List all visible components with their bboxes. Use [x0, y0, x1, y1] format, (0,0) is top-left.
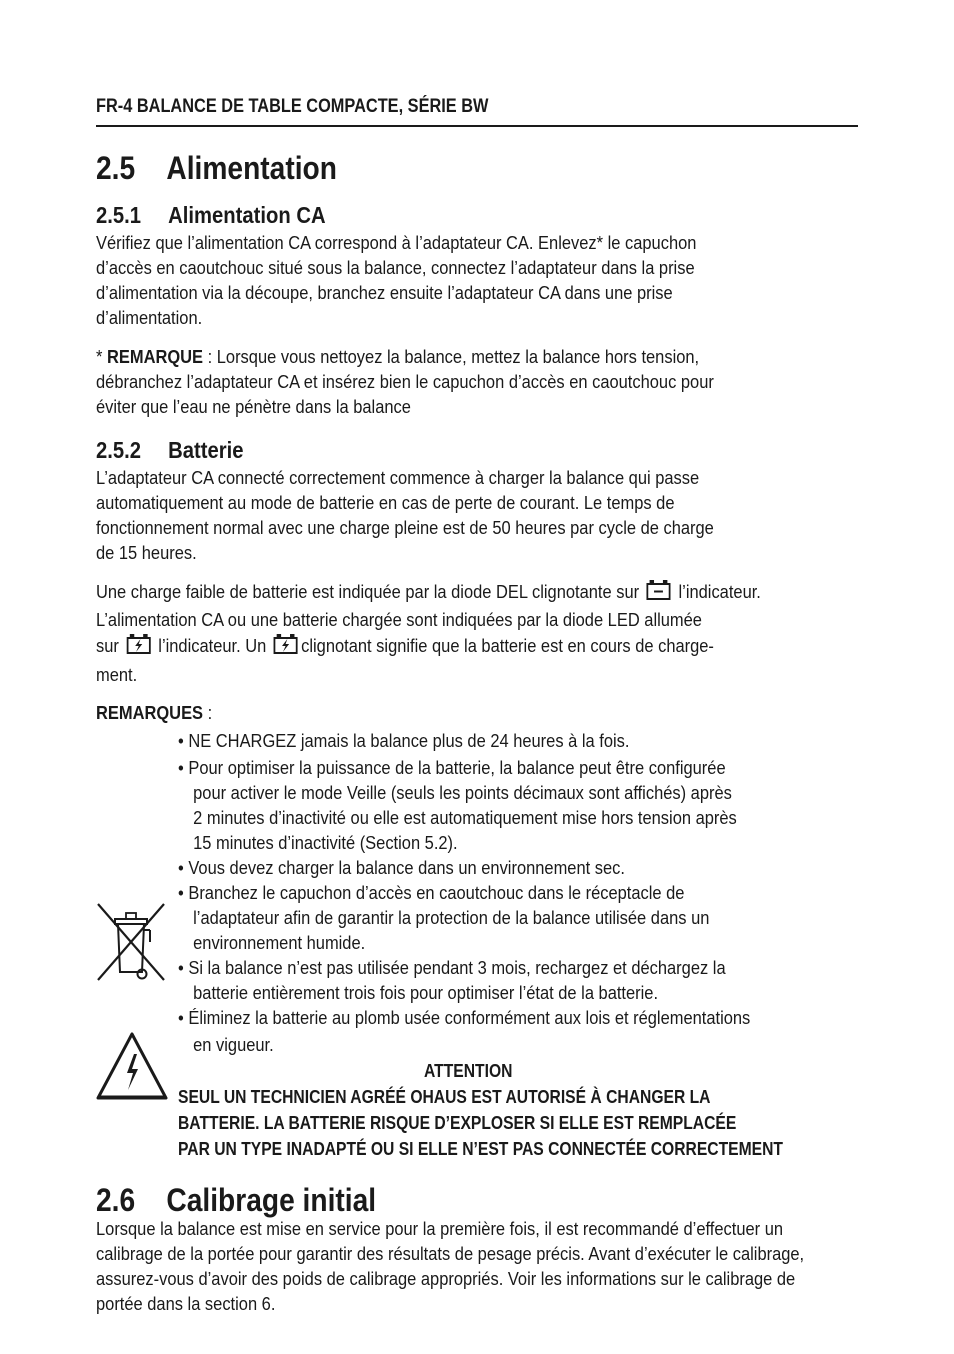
- text-span: l’indicateur.: [673, 581, 761, 602]
- text-span: l’indicateur. Un: [153, 635, 267, 656]
- text-span: batterie entièrement trois fois pour optimiser l’état de la batterie.: [193, 982, 659, 1003]
- subsection-title: Batterie: [168, 437, 244, 463]
- warning-line: SEUL UN TECHNICIEN AGRÉÉ OHAUS EST AUTORISÉ À CHANGER LA: [178, 1087, 711, 1107]
- text-span: l’adaptateur afin de garantir la protection de la balance utilisée dans un: [193, 907, 710, 928]
- note-line: débranchez l’adaptateur CA et insérez bien le capuchon d’accès en caoutchouc pour: [96, 371, 714, 392]
- running-header: [96, 96, 552, 118]
- text-line: Vérifiez que l’alimentation CA correspond à l’adaptateur CA. Enlevez* le capuchon: [96, 232, 697, 253]
- text-span: :: [203, 702, 213, 723]
- text-line: L’alimentation CA ou une batterie chargée sont indiquées par la diode LED allumée: [96, 609, 702, 630]
- section-heading-2-6: [96, 1182, 376, 1218]
- subsection-number: 2.5.1: [96, 202, 142, 228]
- text-span: clignotant signifie que la batterie est en cours de charge-: [301, 635, 714, 656]
- text-span: • Éliminez la batterie au plomb usée conformément aux lois et réglementations: [178, 1007, 751, 1028]
- text-span: sur: [96, 635, 119, 656]
- subsection-number: 2.5.2: [96, 437, 142, 463]
- text-span: 15 minutes d’inactivité (Section 5.2).: [193, 832, 458, 853]
- text-span: • Branchez le capuchon d’accès en caoutchouc dans le réceptacle de: [178, 882, 685, 903]
- running-title: FR-4 BALANCE DE TABLE COMPACTE, SÉRIE BW: [96, 96, 489, 117]
- electric-hazard-icon: [96, 1030, 168, 1107]
- note-prefix: *: [96, 346, 107, 367]
- note-line: [96, 344, 861, 369]
- text-line: automatiquement au mode de batterie en cas de perte de courant. Le temps de: [96, 492, 675, 513]
- header-rule: [96, 125, 858, 127]
- section-number: 2.6: [96, 1182, 136, 1218]
- subsection-heading-2-5-1: [96, 202, 326, 228]
- list-item: [178, 880, 854, 955]
- note-ac-power: [96, 344, 954, 419]
- subsection-heading-2-5-2: [96, 437, 244, 463]
- text-line: ment.: [96, 664, 138, 685]
- text-span: environnement humide.: [193, 932, 366, 953]
- text-line: d’accès en caoutchouc situé sous la balance, connectez l’adaptateur dans la prise: [96, 257, 695, 278]
- warning-line: BATTERIE. LA BATTERIE RISQUE D’EXPLOSER SI ELLE EST REMPLACÉE: [178, 1113, 737, 1133]
- section-title: Alimentation: [166, 150, 337, 186]
- weee-bin-icon: [96, 902, 166, 987]
- list-item: [178, 855, 854, 880]
- section-title: Calibrage initial: [166, 1182, 377, 1218]
- list-item: [178, 728, 854, 753]
- text-span: • Pour optimiser la puissance de la batterie, la balance peut être configurée: [178, 757, 726, 778]
- text-line: d’alimentation.: [96, 307, 203, 328]
- paragraph-battery-indicator: [96, 579, 954, 687]
- notes-label-line: [96, 700, 861, 725]
- text-line: [96, 579, 861, 607]
- paragraph-ac-power: [96, 230, 954, 330]
- text-line: L’adaptateur CA connecté correctement commence à charger la balance qui passe: [96, 467, 700, 488]
- text-span: en vigueur.: [193, 1034, 274, 1055]
- text-line: calibrage de la portée pour garantir des résultats de pesage précis. Avant d’exécuter le calibrage,: [96, 1243, 805, 1264]
- text-span: Une charge faible de batterie est indiquée par la diode DEL clignotante sur: [96, 581, 640, 602]
- warning-text: [178, 1084, 873, 1162]
- battery-charging-icon: [274, 633, 299, 662]
- notes-heading: [96, 700, 954, 725]
- note-line: éviter que l’eau ne pénètre dans la balance: [96, 396, 411, 417]
- notes-list: [178, 728, 938, 1057]
- subsection-title: Alimentation CA: [168, 202, 326, 228]
- text-span: 2 minutes d’inactivité ou elle est automatiquement mise hors tension après: [193, 807, 737, 828]
- warning-line: PAR UN TYPE INADAPTÉ OU SI ELLE N’EST PAS CONNECTÉE CORRECTEMENT: [178, 1139, 783, 1159]
- section-heading-2-5: [96, 150, 337, 186]
- text-line: portée dans la section 6.: [96, 1293, 276, 1314]
- note-text: : Lorsque vous nettoyez la balance, mettez la balance hors tension,: [203, 346, 700, 367]
- text-span: pour activer le mode Veille (seuls les points décimaux sont affichés) après: [193, 782, 732, 803]
- text-line: fonctionnement normal avec une charge pleine est de 50 heures par cycle de charge: [96, 517, 714, 538]
- text-line: [96, 632, 861, 662]
- paragraph-calibration: [96, 1216, 954, 1316]
- battery-charging-icon: [126, 633, 151, 662]
- notes-label: REMARQUES: [96, 702, 204, 723]
- warning-title: [424, 1058, 526, 1084]
- list-item: [178, 955, 854, 1005]
- text-span: • Vous devez charger la balance dans un environnement sec.: [178, 857, 625, 878]
- text-span: • Si la balance n’est pas utilisée pendant 3 mois, rechargez et déchargez la: [178, 957, 726, 978]
- list-item: [178, 1005, 854, 1057]
- section-number: 2.5: [96, 150, 136, 186]
- paragraph-battery: [96, 465, 954, 565]
- battery-low-icon: [646, 579, 671, 607]
- text-line: de 15 heures.: [96, 542, 197, 563]
- note-label: REMARQUE: [106, 346, 204, 367]
- warning-title-text: ATTENTION: [424, 1061, 513, 1081]
- text-line: assurez-vous d’avoir des poids de calibrage appropriés. Voir les informations sur le calibrage de: [96, 1268, 796, 1289]
- text-line: Lorsque la balance est mise en service pour la première fois, il est recommandé d’effectuer un: [96, 1218, 784, 1239]
- text-span: • NE CHARGEZ jamais la balance plus de 24 heures à la fois.: [178, 730, 630, 751]
- text-line: d’alimentation via la découpe, branchez ensuite l’adaptateur CA dans une prise: [96, 282, 673, 303]
- list-item: [178, 755, 854, 855]
